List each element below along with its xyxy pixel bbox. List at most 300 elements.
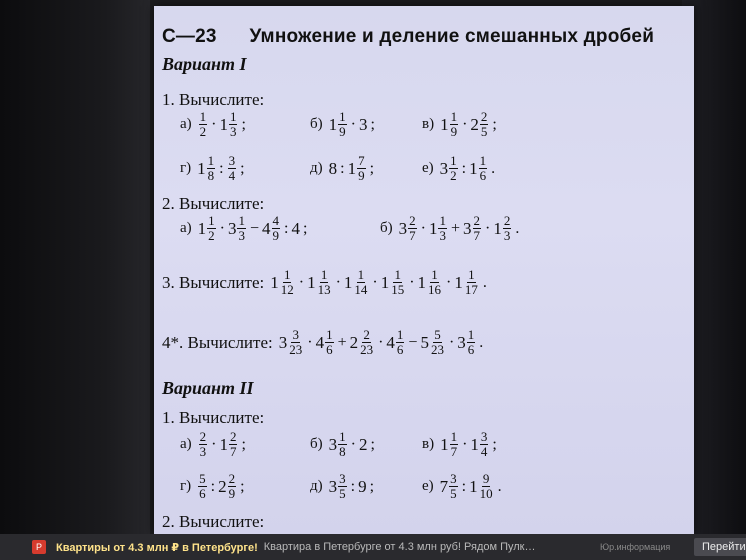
denominator: 9 [272, 228, 280, 243]
denominator: 13 [317, 282, 331, 297]
item-label: д) [310, 478, 323, 494]
denominator: 4 [228, 168, 236, 183]
task-4-expression [279, 328, 487, 357]
denominator: 5 [339, 486, 346, 501]
operator: . [497, 477, 502, 495]
numerator: 1 [199, 109, 207, 124]
denominator: 3 [238, 228, 245, 243]
fraction [396, 328, 405, 357]
numerator: 2 [229, 429, 237, 444]
item-label: г) [180, 478, 192, 494]
fraction [338, 110, 347, 139]
whole-part: 1 [328, 114, 338, 134]
exercise-item [180, 154, 248, 183]
item-label: б) [310, 436, 323, 452]
mixed-number [469, 154, 488, 183]
mixed-number [440, 472, 459, 501]
mixed-number [279, 328, 305, 357]
whole-part: 3 [457, 332, 466, 352]
fraction [449, 154, 458, 183]
item-label: а) [180, 116, 192, 132]
numerator: 1 [283, 267, 291, 282]
fraction [430, 328, 445, 357]
mixed-number [316, 328, 335, 357]
mixed-number [344, 268, 370, 297]
operator: ; [492, 115, 497, 133]
item-label: е) [422, 160, 434, 176]
whole-part: 2 [218, 476, 227, 496]
task-3-row [162, 268, 490, 297]
ad-banner[interactable] [0, 534, 746, 560]
item-expression [197, 472, 247, 501]
numerator: 2 [503, 213, 511, 228]
mixed-number [228, 214, 247, 243]
numerator: 3 [292, 327, 299, 342]
fraction [199, 430, 208, 459]
denominator: 17 [464, 282, 478, 297]
numerator: 2 [363, 327, 370, 342]
whole-part: 3 [227, 218, 237, 238]
item-label: а) [180, 220, 192, 236]
whole-part: 2 [470, 114, 479, 134]
whole-part: 9 [358, 476, 367, 496]
fraction [207, 154, 216, 183]
denominator: 2 [450, 168, 457, 183]
operator: · [211, 115, 217, 133]
denominator: 8 [339, 444, 346, 459]
denominator: 16 [428, 282, 442, 297]
fraction [237, 214, 246, 243]
exercise-item [380, 214, 522, 243]
operator: : [284, 219, 289, 237]
fraction [338, 430, 347, 459]
denominator: 6 [396, 342, 404, 357]
numerator: 1 [396, 327, 404, 342]
fraction [479, 154, 488, 183]
whole-part: 3 [358, 114, 368, 134]
whole-part: 7 [439, 476, 449, 496]
task-3-heading: 3. Вычислите: [162, 272, 265, 292]
numerator: 3 [480, 429, 488, 444]
whole-part: 1 [197, 158, 206, 178]
numerator: 2 [480, 109, 488, 124]
item-expression [440, 472, 505, 501]
whole-part: 1 [469, 476, 478, 496]
operator: − [249, 219, 260, 237]
denominator: 14 [354, 282, 368, 297]
page-title [162, 26, 654, 48]
operator: · [350, 115, 356, 133]
operator: ; [370, 115, 375, 133]
numerator: 5 [199, 471, 206, 486]
numerator: 1 [394, 267, 401, 282]
denominator: 7 [450, 444, 458, 459]
numerator: 1 [229, 109, 237, 124]
task-4-heading: 4*. Вычислите: [162, 332, 273, 352]
fraction [503, 214, 512, 243]
numerator: 2 [409, 213, 416, 228]
whole-part: 1 [417, 272, 427, 292]
operator: : [461, 477, 467, 495]
item-expression [440, 430, 500, 459]
mixed-number [470, 430, 489, 459]
denominator: 23 [289, 342, 303, 357]
item-expression [329, 472, 377, 501]
fraction [229, 430, 238, 459]
numerator: 1 [439, 213, 446, 228]
denominator: 9 [358, 168, 365, 183]
item-expression [440, 154, 498, 183]
variant-1-heading: Вариант I [162, 54, 247, 74]
numerator: 4 [272, 213, 280, 228]
operator: ; [240, 477, 245, 495]
mixed-number [329, 472, 348, 501]
mixed-number [381, 268, 407, 297]
task-2-heading: 2. Вычислите: [162, 194, 265, 213]
exercise-item [180, 110, 249, 139]
operator: · [219, 219, 225, 237]
fraction [390, 268, 405, 297]
fraction [467, 328, 476, 357]
denominator: 9 [339, 124, 346, 139]
fraction [325, 328, 334, 357]
denominator: 6 [199, 486, 206, 501]
worksheet-code: С—23 [162, 26, 217, 47]
whole-part: 5 [420, 332, 429, 352]
fraction [207, 214, 216, 243]
exercise-item [310, 472, 377, 501]
operator: ; [370, 435, 375, 453]
operator: · [372, 273, 378, 291]
operator: · [298, 273, 305, 291]
mixed-number [198, 110, 209, 139]
numerator: 1 [479, 153, 487, 168]
whole-part: 1 [347, 158, 357, 178]
whole-part: 3 [328, 476, 338, 496]
fraction [229, 110, 238, 139]
exercise-item [422, 154, 498, 183]
ad-logo-icon: Р [32, 540, 46, 554]
whole-part: 1 [469, 158, 478, 178]
whole-part: 1 [440, 114, 449, 134]
fraction [228, 472, 237, 501]
fraction [480, 110, 489, 139]
item-expression [440, 110, 500, 139]
exercise-item [180, 430, 249, 459]
denominator: 2 [208, 228, 215, 243]
denominator: 4 [480, 444, 488, 459]
operator: + [450, 219, 460, 237]
mixed-number [350, 328, 376, 357]
denominator: 5 [480, 124, 488, 139]
denominator: 6 [479, 168, 487, 183]
numerator: 2 [473, 213, 480, 228]
operator: − [408, 333, 418, 351]
fraction [450, 430, 459, 459]
variant-2-task-1-heading: 1. Вычислите: [162, 408, 265, 427]
worksheet-page [154, 6, 694, 534]
operator: . [515, 219, 520, 237]
whole-part: 1 [380, 272, 390, 292]
numerator: 3 [450, 471, 457, 486]
operator: : [340, 159, 345, 177]
whole-part: 1 [343, 272, 353, 292]
operator: : [219, 159, 224, 177]
operator: : [210, 477, 216, 495]
numerator: 1 [207, 153, 215, 168]
photo-background-left [0, 0, 150, 540]
operator: · [448, 333, 455, 351]
numerator: 1 [467, 327, 475, 342]
operator: . [491, 159, 496, 177]
numerator: 1 [339, 429, 346, 444]
exercise-item [180, 214, 310, 243]
fraction [353, 268, 368, 297]
operator: : [350, 477, 356, 495]
item-label: б) [310, 116, 323, 132]
fraction [438, 214, 447, 243]
numerator: 1 [320, 267, 328, 282]
whole-part: 4 [315, 332, 325, 352]
fraction [317, 268, 332, 297]
mixed-number [329, 110, 348, 139]
task-4-row [162, 328, 486, 357]
item-expression [198, 110, 249, 139]
whole-part: 1 [307, 272, 316, 292]
mixed-number [440, 430, 459, 459]
task-1-heading: 1. Вычислите: [162, 90, 265, 109]
fraction [449, 472, 458, 501]
mixed-number [329, 159, 338, 179]
mixed-number [291, 219, 300, 239]
task-3-expression [270, 268, 490, 297]
exercise-item [310, 430, 378, 459]
whole-part: 3 [439, 158, 449, 178]
numerator: 7 [358, 153, 365, 168]
mixed-number [399, 214, 418, 243]
fraction [198, 472, 207, 501]
operator: · [211, 435, 217, 453]
ad-legal-link[interactable]: Юр.информация [600, 542, 671, 552]
numerator: 1 [326, 327, 333, 342]
exercise-item [310, 154, 377, 183]
denominator: 9 [228, 486, 236, 501]
denominator: 7 [229, 444, 237, 459]
fraction [357, 154, 366, 183]
mixed-number [440, 154, 459, 183]
fraction [427, 268, 442, 297]
whole-part: 4 [386, 332, 395, 352]
denominator: 12 [280, 282, 294, 297]
mixed-number [469, 472, 495, 501]
mixed-number [470, 110, 489, 139]
mixed-number [198, 214, 217, 243]
fraction [228, 154, 237, 183]
operator: · [485, 219, 491, 237]
exercise-item [310, 110, 378, 139]
mixed-number [440, 110, 459, 139]
denominator: 15 [391, 282, 405, 297]
denominator: 3 [503, 228, 511, 243]
denominator: 10 [479, 486, 493, 501]
numerator: 1 [431, 267, 438, 282]
denominator: 5 [450, 486, 457, 501]
mixed-number [262, 214, 281, 243]
mixed-number [359, 115, 368, 135]
operator: ; [492, 435, 497, 453]
numerator: 1 [208, 213, 215, 228]
denominator: 6 [467, 342, 475, 357]
whole-part: 4 [291, 218, 300, 238]
denominator: 3 [199, 444, 207, 459]
numerator: 1 [450, 153, 457, 168]
denominator: 8 [207, 168, 215, 183]
operator: · [462, 435, 468, 453]
item-expression [329, 430, 378, 459]
operator: · [350, 435, 356, 453]
item-expression [399, 214, 523, 243]
denominator: 3 [439, 228, 446, 243]
item-expression [197, 154, 247, 183]
numerator: 1 [357, 267, 365, 282]
item-expression [198, 430, 249, 459]
whole-part: 3 [463, 218, 472, 238]
mixed-number [420, 328, 446, 357]
operator: ; [369, 477, 375, 495]
whole-part: 4 [262, 218, 271, 238]
mixed-number [348, 154, 367, 183]
operator: · [462, 115, 468, 133]
ad-go-button[interactable]: Перейти [694, 538, 746, 556]
mixed-number [454, 268, 480, 297]
fraction [480, 430, 489, 459]
mixed-number [359, 435, 368, 455]
fraction [359, 328, 374, 357]
item-label: е) [422, 478, 434, 494]
variant-2-task-2-heading: 2. Вычислите: [162, 512, 265, 531]
fraction [408, 214, 417, 243]
whole-part: 1 [454, 272, 463, 292]
whole-part: 2 [349, 332, 359, 352]
operator: · [409, 273, 415, 291]
numerator: 3 [339, 471, 346, 486]
operator: ; [302, 219, 308, 237]
mixed-number [463, 214, 482, 243]
operator: · [335, 273, 341, 291]
operator: · [307, 333, 313, 351]
exercise-item [422, 430, 500, 459]
fraction [338, 472, 347, 501]
ad-title[interactable]: Квартиры от 4.3 млн ₽ в Петербурге! [56, 541, 258, 554]
mixed-number [198, 430, 209, 459]
mixed-number [218, 472, 237, 501]
mixed-number [219, 430, 238, 459]
denominator: 7 [473, 228, 480, 243]
mixed-number [329, 430, 348, 459]
mixed-number [493, 214, 512, 243]
numerator: 1 [450, 429, 458, 444]
denominator: 23 [360, 342, 374, 357]
denominator: 2 [199, 124, 207, 139]
operator: ; [241, 435, 246, 453]
variant-2-heading: Вариант II [162, 378, 254, 398]
exercise-item [180, 472, 248, 501]
whole-part: 8 [328, 158, 338, 178]
denominator: 23 [430, 342, 444, 357]
mixed-number [358, 477, 367, 497]
mixed-number [386, 328, 405, 357]
numerator: 2 [199, 429, 207, 444]
item-label: б) [380, 220, 393, 236]
item-label: а) [180, 436, 192, 452]
fraction [280, 268, 295, 297]
operator: . [482, 273, 487, 291]
operator: · [420, 219, 426, 237]
mixed-number [270, 268, 296, 297]
ad-text[interactable]: Квартира в Петербурге от 4.3 млн руб! Рядом Пулк… [263, 541, 536, 553]
operator: . [479, 333, 484, 351]
exercise-item [422, 110, 500, 139]
whole-part: 3 [398, 218, 408, 238]
operator: ; [240, 159, 245, 177]
whole-part: 1 [197, 218, 207, 238]
numerator: 5 [434, 327, 441, 342]
fraction [199, 110, 208, 139]
whole-part: 1 [440, 434, 449, 454]
numerator: 1 [450, 109, 458, 124]
item-label: в) [422, 116, 435, 132]
numerator: 2 [228, 471, 236, 486]
numerator: 3 [228, 153, 236, 168]
mixed-number [197, 472, 208, 501]
whole-part: 3 [278, 332, 288, 352]
fraction [450, 110, 459, 139]
fraction [464, 268, 479, 297]
mixed-number [307, 268, 333, 297]
mixed-number [457, 328, 476, 357]
whole-part: 1 [219, 114, 228, 134]
item-label: в) [422, 436, 435, 452]
mixed-number [227, 154, 238, 183]
worksheet-title: Умножение и деление смешанных дробей [249, 26, 655, 47]
fraction [288, 328, 303, 357]
item-label: д) [310, 160, 323, 176]
denominator: 6 [326, 342, 333, 357]
whole-part: 1 [270, 272, 279, 292]
numerator: 1 [468, 267, 475, 282]
mixed-number [197, 154, 216, 183]
denominator: 3 [229, 124, 237, 139]
numerator: 9 [482, 471, 490, 486]
operator: ; [241, 115, 246, 133]
numerator: 1 [238, 213, 245, 228]
fraction [479, 472, 494, 501]
mixed-number [429, 214, 448, 243]
whole-part: 2 [358, 434, 368, 454]
mixed-number [219, 110, 238, 139]
item-label: г) [180, 160, 192, 176]
item-expression [198, 214, 311, 243]
exercise-item [422, 472, 505, 501]
whole-part: 1 [219, 434, 228, 454]
item-expression [329, 110, 378, 139]
whole-part: 1 [428, 218, 438, 238]
numerator: 1 [339, 109, 346, 124]
whole-part: 1 [470, 434, 479, 454]
denominator: 7 [409, 228, 416, 243]
operator: · [446, 273, 452, 291]
fraction [473, 214, 482, 243]
